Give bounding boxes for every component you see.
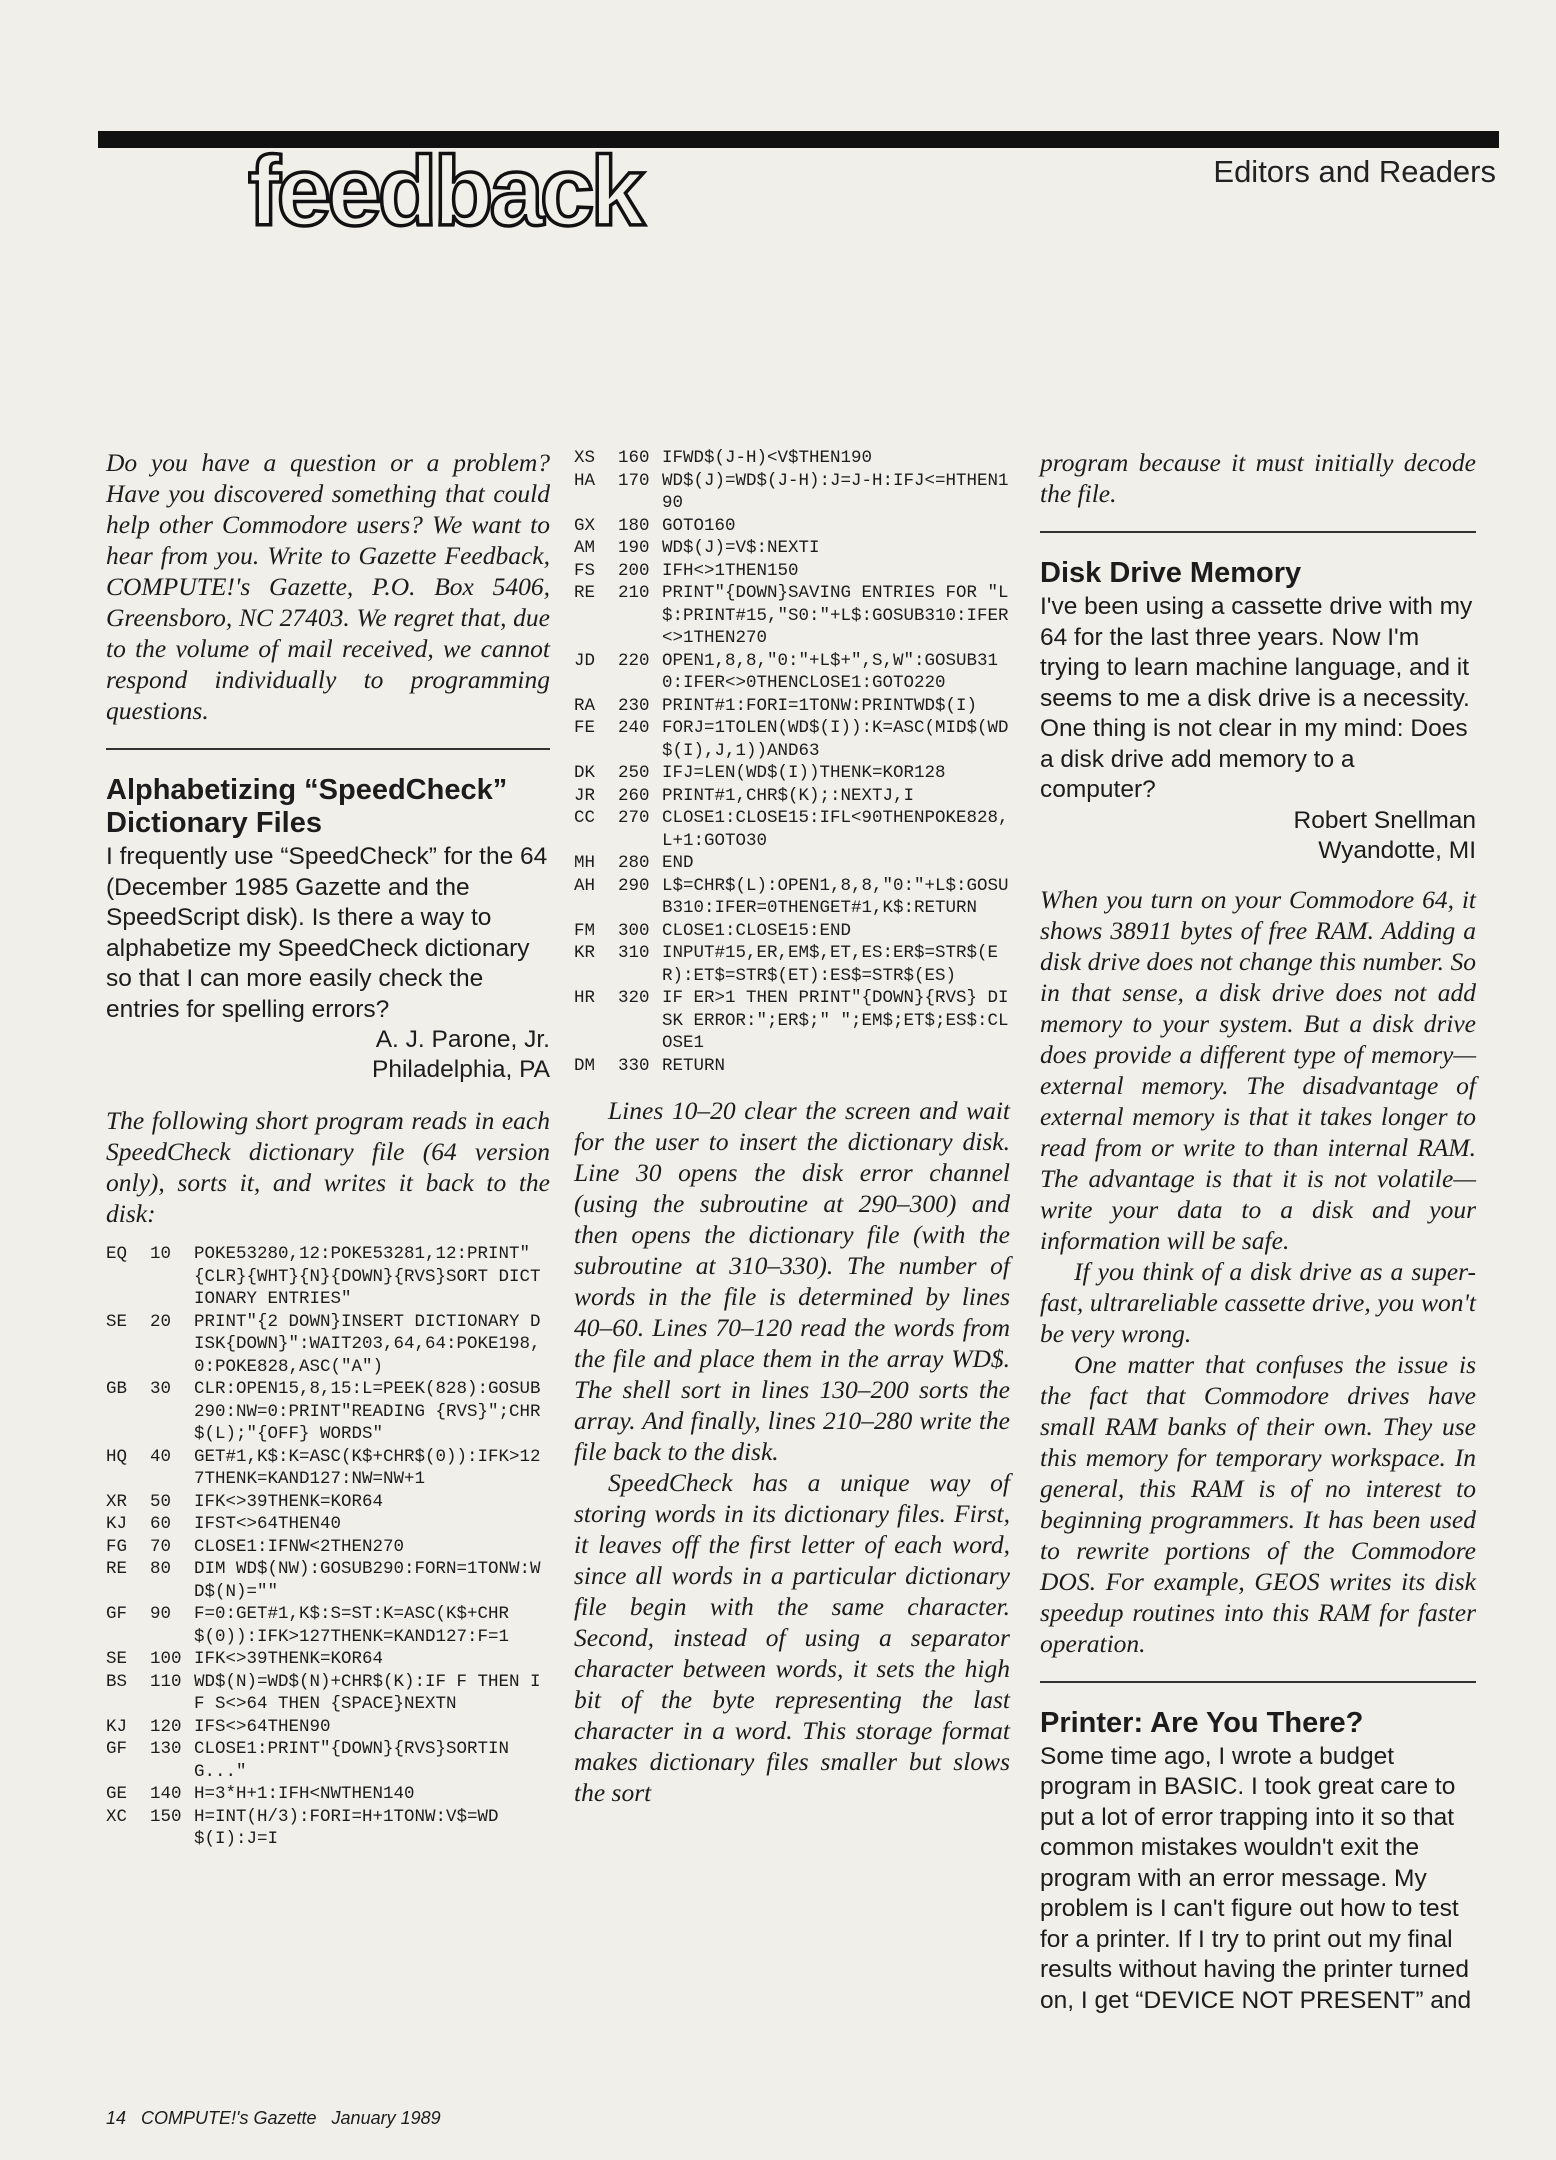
line-number: 20 [150, 1311, 172, 1332]
line-number: 270 [618, 808, 650, 828]
reply-continued: program because it must initially decode the file. [1040, 448, 1476, 508]
code-line [574, 650, 1010, 695]
line-number: 170 [618, 470, 650, 491]
issue-date: January 1989 [331, 2108, 441, 2128]
checksum-tag: AM [574, 538, 596, 558]
code-source: PRINT#1:FORI=1TONW:PRINTWD$(I) [662, 695, 978, 716]
code-source: WD$(J)=WD$(J-H):J=J-H:IFJ<=HTHEN190 [662, 470, 1009, 513]
line-number: 130 [150, 1739, 182, 1759]
reply-paragraph: When you turn on your Commodore 64, it shows 38911 bytes of free RAM. Adding a disk drive does not change this number. So in that sense, a disk drive does not add memory to your system. But a disk drive does provide a different type of memory—external memory. The disadvantage of external memory is that it takes longer to read from or write to than internal RAM. The advantage is that it is not volatile—write your data to a disk and your information will be safe. [1040, 884, 1476, 1255]
line-number: 50 [150, 1491, 172, 1512]
checksum-tag: JD [574, 650, 596, 671]
code-line [106, 1243, 550, 1311]
code-line [106, 1513, 550, 1536]
code-source: L$=CHR$(L):OPEN1,8,8,"0:"+L$:GOSUB310:IFER=0THENGET#1,K$:RETURN [662, 875, 1009, 918]
line-number: 70 [150, 1536, 172, 1557]
code-source: CLOSE1:CLOSE15:IFL<90THENPOKE828,L+1:GOTO30 [662, 808, 1009, 851]
code-line [106, 1806, 550, 1851]
code-source: WD$(J)=V$:NEXTI [662, 538, 820, 558]
letter-location: Wyandotte, MI [1318, 836, 1476, 864]
code-line [106, 1603, 550, 1648]
line-number: 320 [618, 988, 650, 1008]
checksum-tag: GF [106, 1604, 128, 1624]
code-listing-part-2 [574, 447, 1010, 1077]
code-line [106, 1671, 550, 1716]
code-line [106, 1783, 550, 1806]
code-source: FORJ=1TOLEN(WD$(I)):K=ASC(MID$(WD$(I),J,1))AND63 [662, 718, 1009, 761]
letter-author: A. J. Parone, Jr. [375, 1026, 550, 1053]
code-source: CLOSE1:CLOSE15:END [662, 920, 852, 941]
code-source: IFS<>64THEN90 [194, 1716, 331, 1737]
code-line [106, 1311, 550, 1379]
code-source: OPEN1,8,8,"0:"+L$+",S,W":GOSUB310:IFER<>0THENCLOSE1:GOTO220 [662, 650, 999, 693]
line-number: 260 [618, 785, 650, 806]
line-number: 190 [618, 538, 650, 558]
checksum-tag: HQ [106, 1446, 128, 1467]
reply-paragraph: SpeedCheck has a unique way of storing words in its dictionary files. First, it leaves off the first letter of each word, since all words in a particular dictionary file begin with the same character. Second, instead of using a separator character between words, it sets the high bit of the byte representing the last character in a word. This storage format makes dictionary files smaller but slows the sort [574, 1468, 1010, 1807]
code-source: INPUT#15,ER,EM$,ET,ES:ER$=STR$(ER):ET$=STR$(ET):ES$=STR$(ES) [662, 943, 999, 986]
checksum-tag: GF [106, 1739, 128, 1759]
code-source: DIM WD$(NW):GOSUB290:FORN=1TONW:WD$(N)="" [194, 1559, 541, 1602]
checksum-tag: HR [574, 988, 596, 1008]
code-line [106, 1648, 550, 1671]
code-line [574, 717, 1010, 762]
letter-text: I've been using a cassette drive with my 64 for the last three years. Now I'm trying to learn machine language, and it seems to me a disk drive is a necessity. One thing is not clear in my mind: Does a disk drive add memory to a computer? [1040, 593, 1473, 803]
line-number: 60 [150, 1514, 172, 1534]
code-line [106, 1378, 550, 1446]
code-source: CLR:OPEN15,8,15:L=PEEK(828):GOSUB290:NW=0:PRINT"READING {RVS}";CHR$(L);"{OFF} WORDS" [194, 1379, 541, 1444]
checksum-tag: GX [574, 515, 596, 536]
checksum-tag: KJ [106, 1716, 128, 1737]
line-number: 120 [150, 1716, 182, 1737]
checksum-tag: EQ [106, 1244, 128, 1264]
code-source: RETURN [662, 1055, 726, 1076]
line-number: 250 [618, 763, 650, 783]
line-number: 230 [618, 695, 650, 716]
code-source: IFK<>39THENK=KOR64 [194, 1649, 384, 1669]
checksum-tag: CC [574, 808, 596, 828]
code-source: F=0:GET#1,K$:S=ST:K=ASC(K$+CHR$(0)):IFK>127THENK=KAND127:F=1 [194, 1604, 510, 1647]
checksum-tag: RA [574, 695, 596, 716]
code-source: H=INT(H/3):FORI=H+1TONW:V$=WD$(I):J=I [194, 1806, 499, 1849]
checksum-tag: DM [574, 1055, 596, 1076]
code-line [574, 515, 1010, 538]
code-line [106, 1558, 550, 1603]
code-line [574, 560, 1010, 583]
feedback-logo [248, 125, 668, 240]
code-source: PRINT#1,CHR$(K);:NEXTJ,I [662, 785, 915, 806]
checksum-tag: BS [106, 1671, 128, 1692]
code-line [574, 537, 1010, 560]
checksum-tag: MH [574, 853, 596, 873]
code-line [574, 920, 1010, 943]
line-number: 150 [150, 1806, 182, 1827]
line-number: 40 [150, 1446, 172, 1467]
checksum-tag: KR [574, 943, 596, 963]
code-line [574, 942, 1010, 987]
checksum-tag: XC [106, 1806, 128, 1827]
line-number: 300 [618, 920, 650, 941]
code-source: GOTO160 [662, 515, 736, 536]
checksum-tag: JR [574, 785, 596, 806]
checksum-tag: GE [106, 1784, 128, 1804]
code-source: H=3*H+1:IFH<NWTHEN140 [194, 1784, 415, 1804]
divider [1040, 531, 1476, 533]
line-number: 200 [618, 560, 650, 581]
line-number: 180 [618, 515, 650, 536]
divider [1040, 1681, 1476, 1683]
code-source: CLOSE1:PRINT"{DOWN}{RVS}SORTING..." [194, 1739, 510, 1782]
code-source: END [662, 853, 694, 873]
line-number: 310 [618, 943, 650, 963]
checksum-tag: KJ [106, 1514, 128, 1534]
code-line [574, 1055, 1010, 1078]
code-line [574, 447, 1010, 470]
checksum-tag: RE [574, 583, 596, 603]
line-number: 80 [150, 1559, 172, 1579]
article-title: Disk Drive Memory [1040, 557, 1302, 589]
checksum-tag: GB [106, 1379, 128, 1399]
reply-paragraph: If you think of a disk drive as a super-fast, ultrareliable cassette drive, you won't be very wrong. [1040, 1256, 1476, 1348]
checksum-tag: FM [574, 920, 596, 941]
column-2 [574, 447, 1010, 1808]
line-number: 280 [618, 853, 650, 873]
checksum-tag: RE [106, 1559, 128, 1579]
code-line [574, 807, 1010, 852]
page-footer [106, 2108, 451, 2129]
line-number: 10 [150, 1244, 172, 1264]
reply-paragraph: Lines 10–20 clear the screen and wait for the user to insert the dictionary disk. Line 30 opens the disk error channel (using the subroutine at 290–300) and then opens the dictionary file (with the subroutine at 310–330). The number of words in the file is determined by lines 40–60. Lines 70–120 read the words from the file and place them in the array WD$. The shell sort in lines 130–200 sorts the array. And finally, lines 210–280 write the file back to the disk. [574, 1096, 1010, 1466]
code-line [574, 695, 1010, 718]
letter-location: Philadelphia, PA [372, 1056, 550, 1083]
code-source: IF ER>1 THEN PRINT"{DOWN}{RVS} DISK ERROR:";ER$;" ";EM$;ET$;ES$:CLOSE1 [662, 988, 1009, 1053]
code-line [574, 785, 1010, 808]
code-source: IFH<>1THEN150 [662, 560, 799, 581]
checksum-tag: FE [574, 718, 596, 738]
code-line [574, 987, 1010, 1055]
line-number: 240 [618, 718, 650, 738]
code-source: PRINT"{2 DOWN}INSERT DICTIONARY DISK{DOWN}":WAIT203,64,64:POKE198,0:POKE828,ASC("A") [194, 1311, 541, 1377]
checksum-tag: SE [106, 1311, 128, 1332]
divider [106, 748, 550, 750]
code-line [574, 875, 1010, 920]
reply-intro: The following short program reads in each SpeedCheck dictionary file (64 version only), sorts it, and writes it back to the disk: [106, 1106, 550, 1228]
code-line [106, 1446, 550, 1491]
checksum-tag: FS [574, 560, 596, 581]
column-1 [106, 447, 550, 1851]
letter-text: Some time ago, I wrote a budget program in BASIC. I took great care to put a lot of error trapping into it so that common mistakes wouldn't exit the program with an error message. My problem is I can't figure out how to test for a printer. If I try to print out my final results without having the printer turned on, I get “DEVICE NOT PRESENT” and [1040, 1742, 1472, 2014]
code-line [574, 470, 1010, 515]
code-source: PRINT"{DOWN}SAVING ENTRIES FOR "L$:PRINT#15,"S0:"+L$:GOSUB310:IFER<>1THEN270 [662, 583, 1009, 648]
page-number: 14 [106, 2108, 127, 2128]
feedback-logo-art [248, 125, 668, 235]
line-number: 160 [618, 448, 650, 468]
article-title: Alphabetizing “SpeedCheck” Dictionary Files [106, 774, 508, 839]
code-line [106, 1536, 550, 1559]
checksum-tag: DK [574, 763, 596, 783]
code-line [106, 1491, 550, 1514]
code-source: GET#1,K$:K=ASC(K$+CHR$(0)):IFK>127THENK=KAND127:NW=NW+1 [194, 1446, 541, 1489]
line-number: 330 [618, 1055, 650, 1076]
code-listing-part-1 [106, 1243, 550, 1851]
checksum-tag: FG [106, 1536, 128, 1557]
checksum-tag: XR [106, 1491, 128, 1512]
line-number: 110 [150, 1671, 182, 1692]
publication-name: COMPUTE!'s Gazette [141, 2108, 317, 2128]
code-line [574, 852, 1010, 875]
letter-author: Robert Snellman [1293, 806, 1476, 834]
line-number: 90 [150, 1604, 172, 1624]
code-source: WD$(N)=WD$(N)+CHR$(K):IF F THEN IF S<>64 THEN {SPACE}NEXTN [194, 1671, 541, 1714]
intro-text: Do you have a question or a problem? Have you discovered something that could help other Commodore users? We want to hear from you. Write to Gazette Feedback, COMPUTE!'s Gazette, P.O. Box 5406, Greensboro, NC 27403. We regret that, due to the volume of mail received, we cannot respond individually to programming questions. [106, 448, 550, 725]
column-3 [1040, 447, 1476, 2016]
line-number: 30 [150, 1379, 172, 1399]
letter-text: I frequently use “SpeedCheck” for the 64 (December 1985 Gazette and the SpeedScript disk). Is there a way to alphabetize my SpeedCheck dictionary so that I can more easily check the entries for spelling errors? [106, 843, 548, 1023]
code-source: POKE53280,12:POKE53281,12:PRINT"{CLR}{WHT}{N}{DOWN}{RVS}SORT DICTIONARY ENTRIES" [194, 1244, 541, 1309]
logo-text: feedback [248, 136, 641, 235]
code-source: IFST<>64THEN40 [194, 1514, 342, 1534]
code-line [574, 582, 1010, 650]
line-number: 100 [150, 1649, 182, 1669]
reply-paragraph: One matter that confuses the issue is the fact that Commodore drives have small RAM banks of their own. They use this memory for temporary workspace. In general, this RAM is of no interest to beginning programmers. It has been used to rewrite portions of the Commodore DOS. For example, GEOS writes its disk speedup routines into this RAM for faster operation. [1040, 1349, 1476, 1658]
line-number: 220 [618, 650, 650, 671]
code-source: CLOSE1:IFNW<2THEN270 [194, 1536, 405, 1557]
code-source: IFWD$(J-H)<V$THEN190 [662, 448, 873, 468]
checksum-tag: AH [574, 875, 596, 896]
line-number: 290 [618, 875, 650, 896]
code-line [106, 1716, 550, 1739]
line-number: 210 [618, 583, 650, 603]
checksum-tag: SE [106, 1649, 128, 1669]
section-label: Editors and Readers [1213, 154, 1496, 189]
code-line [574, 762, 1010, 785]
checksum-tag: HA [574, 470, 596, 491]
code-source: IFK<>39THENK=KOR64 [194, 1491, 384, 1512]
checksum-tag: XS [574, 448, 596, 468]
article-title: Printer: Are You There? [1040, 1706, 1364, 1739]
code-source: IFJ=LEN(WD$(I))THENK=KOR128 [662, 763, 946, 783]
line-number: 140 [150, 1784, 182, 1804]
code-line [106, 1738, 550, 1783]
